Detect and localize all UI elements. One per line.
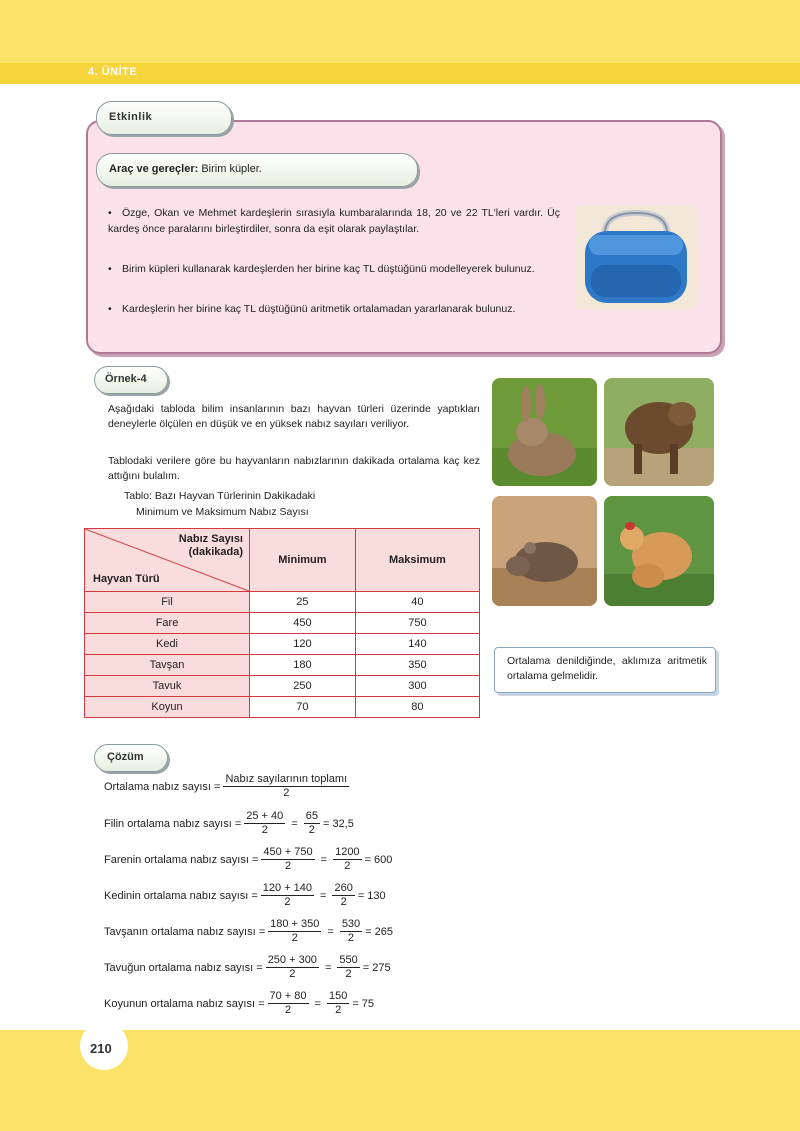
animal-name: Kedi	[85, 634, 250, 655]
max-value: 40	[355, 592, 479, 613]
min-value: 25	[250, 592, 356, 613]
animal-name: Fare	[85, 613, 250, 634]
animal-name: Fil	[85, 592, 250, 613]
table-row	[85, 697, 480, 718]
note-text: Ortalama denildiğinde, aklımıza aritmetik ortalama gelmelidir.	[507, 655, 707, 682]
example-paragraph-1: Aşağıdaki tabloda bilim insanlarının bazı hayvan türleri üzerinde yaptıkları deneylerle ölçülen en düşük ve en yüksek nabız sayıları veriliyor.	[108, 403, 480, 430]
formula-line: Tavşanın ortalama nabız sayısı = $\frac{180 + 350}{2}$ = $\frac{530}{2}$ = 265	[104, 918, 394, 944]
table-row	[85, 676, 480, 697]
rat-photo	[492, 496, 597, 606]
chicken-photo	[604, 496, 714, 606]
rabbit-photo	[492, 378, 597, 486]
corner-bottom-label: Hayvan Türü	[93, 573, 160, 585]
general-formula: Ortalama nabız sayısı = $\frac{\text{Nabız sayılarının toplamı}}{2}$	[104, 773, 348, 799]
formula-line: Farenin ortalama nabız sayısı = $\frac{450 + 750}{2}$ = $\frac{1200}{2}$ = 600	[104, 846, 393, 872]
min-value: 250	[250, 676, 356, 697]
max-value: 750	[355, 613, 479, 634]
activity-title: Etkinlik	[109, 111, 153, 123]
example-paragraph-2: Tablodaki verilere göre bu hayvanların nabızlarının dakikada ortalama kaç kez attığını bulalım.	[108, 455, 480, 482]
min-value: 180	[250, 655, 356, 676]
formula-line: Kedinin ortalama nabız sayısı = $\frac{120 + 140}{2}$ = $\frac{260}{2}$ = 130	[104, 882, 386, 908]
animal-name: Koyun	[85, 697, 250, 718]
example-title: Örnek-4	[105, 373, 147, 385]
materials-pill	[96, 153, 418, 187]
note-box	[494, 647, 716, 693]
formula-line: Koyunun ortalama nabız sayısı = $\frac{70 + 80}{2}$ = $\frac{150}{2}$ = 75	[104, 990, 375, 1016]
table-corner-cell	[85, 529, 250, 592]
max-value: 300	[355, 676, 479, 697]
table-row	[85, 613, 480, 634]
table-caption-line-1: Tablo: Bazı Hayvan Türlerinin Dakikadaki	[124, 490, 316, 502]
pulse-table	[84, 528, 480, 718]
formula-line: Tavuğun ortalama nabız sayısı = $\frac{250 + 300}{2}$ = $\frac{550}{2}$ = 275	[104, 954, 391, 980]
max-value: 80	[355, 697, 479, 718]
example-title-pill	[94, 366, 168, 394]
activity-title-pill	[96, 101, 232, 135]
solution-title: Çözüm	[107, 751, 144, 763]
max-value: 140	[355, 634, 479, 655]
min-value: 70	[250, 697, 356, 718]
monkey-photo	[604, 378, 714, 486]
column-header-maximum: Maksimum	[355, 529, 479, 592]
table-row	[85, 592, 480, 613]
max-value: 350	[355, 655, 479, 676]
general-fraction: $\frac{\text{Nabız sayılarının toplamı}}{2}$	[225, 773, 348, 799]
min-value: 450	[250, 613, 356, 634]
animal-name: Tavuk	[85, 676, 250, 697]
activity-bullet-3: • Kardeşlerin her birine kaç TL düştüğünü aritmetik ortalamadan yararlanarak bulunuz.	[108, 303, 516, 315]
corner-top-label: Nabız Sayısı (dakikada)	[178, 533, 243, 558]
piggy-bank-image	[575, 205, 697, 309]
activity-bullet-1: • Özge, Okan ve Mehmet kardeşlerin sırasıyla kumbaralarında 18, 20 ve 22 TL'leri vardır. Üç kardeş önce paralarını birleştirdiler, sonra da eşit olarak paylaştılar.	[108, 207, 560, 235]
unit-label: 4. ÜNİTE	[88, 66, 138, 78]
solution-title-pill	[94, 744, 168, 772]
table-caption-line-2: Minimum ve Maksimum Nabız Sayısı	[136, 506, 309, 518]
activity-bullet-2: • Birim küpleri kullanarak kardeşlerden her birine kaç TL düştüğünü modelleyerek bulunuz.	[108, 263, 535, 275]
column-header-minimum: Minimum	[250, 529, 356, 592]
table-row	[85, 655, 480, 676]
animal-name: Tavşan	[85, 655, 250, 676]
table-header-row	[85, 529, 480, 592]
materials-text: Araç ve gereçler: Birim küpler.	[109, 163, 262, 175]
formula-line: Filin ortalama nabız sayısı = $\frac{25 + 40}{2}$ = $\frac{65}{2}$ = 32,5	[104, 810, 354, 836]
table-row	[85, 634, 480, 655]
min-value: 120	[250, 634, 356, 655]
page-number: 210	[90, 1041, 112, 1056]
